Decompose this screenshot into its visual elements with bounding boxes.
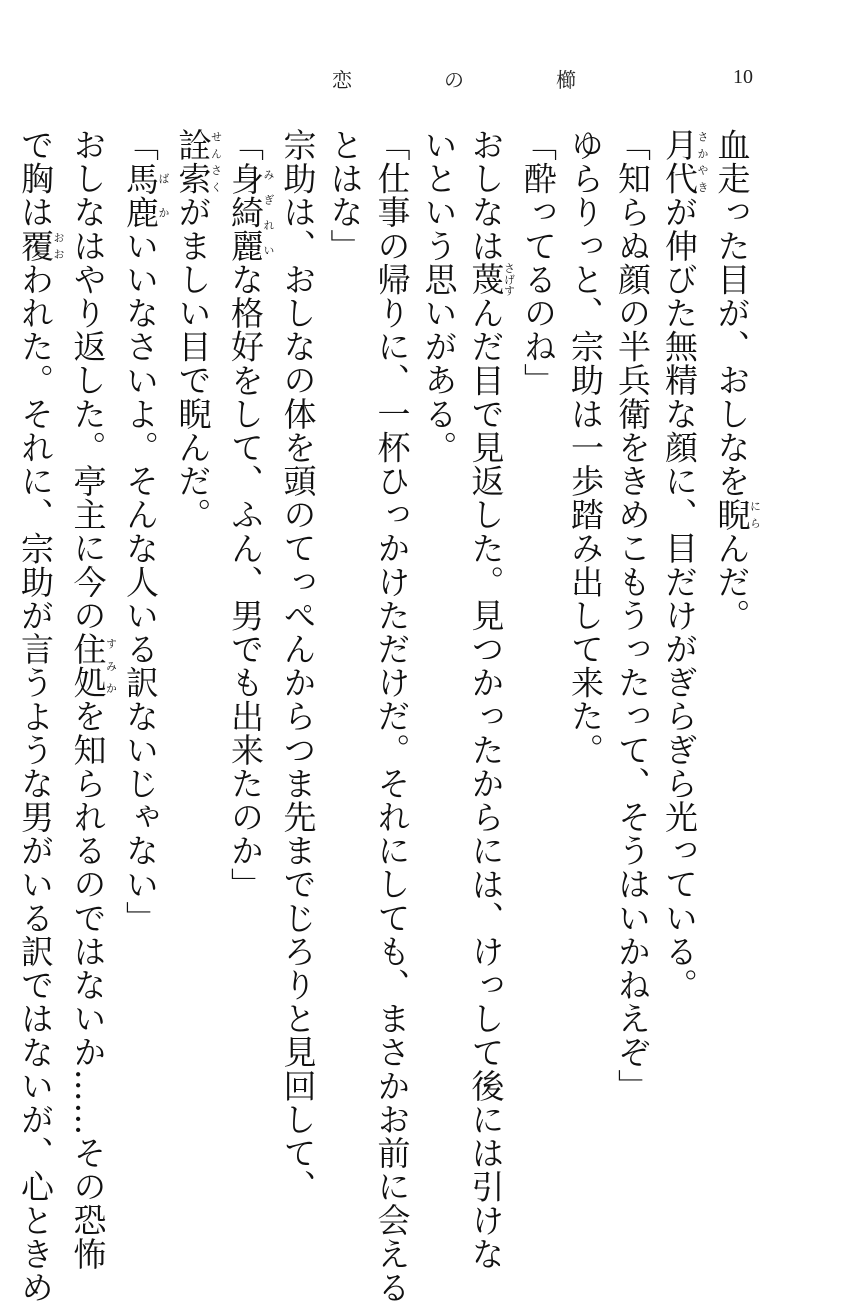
text-segment: とはな」 [325, 128, 365, 263]
ruby-reading: みぎれい [262, 161, 275, 263]
text-segment: が伸びた無精な顔に、目だけがぎらぎら光っている。 [660, 195, 699, 1002]
text-segment: 「 [121, 128, 160, 162]
text-line [562, 128, 609, 1128]
ruby-reading: すみか [104, 632, 118, 700]
text-segment: 「 [226, 128, 265, 162]
text-segment: 宗助は、おしなの体を頭のてっぺんからつま先までじろりと見回して、 [278, 128, 318, 1204]
text-segment: 「仕事の帰りに、一杯ひっかけただけだ。それにしても、まさかお前に会える [372, 128, 412, 1304]
text-line [369, 128, 416, 1304]
ruby-base: 詮索 [173, 128, 213, 196]
ruby-annotation [660, 128, 709, 196]
text-segment: がましい目で睨んだ。 [173, 195, 213, 532]
ruby-annotation [466, 262, 516, 297]
text-segment: んだ目で見返した。見つかったからには、けっして後には引けな [466, 296, 506, 1271]
text-segment: いという思いがある。 [419, 128, 459, 464]
running-title: 恋 の 櫛 [332, 68, 612, 92]
text-segment: んだ。 [712, 531, 752, 633]
ruby-base: 月代 [660, 128, 699, 196]
text-line [515, 128, 562, 1128]
page-number: 10 [733, 66, 753, 88]
text-segment: ゆらりっと、宗助は一歩踏み出して来た。 [566, 128, 605, 767]
body-text [12, 128, 762, 1304]
ruby-reading: せんさく [209, 128, 223, 196]
ruby-base: 睨 [712, 497, 752, 532]
ruby-annotation [68, 632, 118, 700]
text-segment: な格好をして、ふん、男でも出来たのか」 [226, 262, 265, 901]
text-segment: 「酔ってるのね」 [519, 128, 558, 397]
ruby-annotation [16, 228, 65, 263]
ruby-base: 馬鹿 [121, 161, 160, 229]
text-segment: いいなさいよ。そんな人いる訳ないじゃない」 [121, 228, 160, 935]
ruby-reading: にら [748, 497, 762, 532]
ruby-base: 身綺麗 [226, 161, 265, 263]
text-line [656, 128, 709, 1128]
text-line [65, 128, 118, 1271]
text-line [463, 128, 516, 1271]
text-segment: 血走った目が、おしなを [712, 128, 752, 498]
text-line [222, 128, 275, 1128]
text-segment: われた。それに、宗助が言うような男がいる訳ではないが、心ときめ [16, 262, 55, 1304]
text-line [416, 128, 463, 1128]
text-line [12, 128, 65, 1304]
ruby-base: 住処 [68, 632, 108, 700]
ruby-base: 覆 [16, 228, 55, 263]
text-line [322, 128, 369, 1128]
text-line [709, 128, 762, 1128]
text-segment: で胸は [16, 128, 55, 229]
ruby-annotation [173, 128, 223, 196]
ruby-reading: ばか [157, 161, 170, 229]
text-segment: を知られるのではないか……その恐怖 [68, 699, 108, 1271]
text-segment: おしなはやり返した。亭主に今の [68, 128, 108, 632]
ruby-reading: さかやき [696, 128, 709, 196]
text-segment: おしなは [466, 128, 506, 263]
ruby-reading: さげす [502, 262, 516, 296]
text-line [275, 128, 322, 1204]
ruby-annotation [226, 161, 275, 263]
ruby-reading: おお [52, 228, 65, 263]
ruby-base: 蔑 [466, 262, 506, 297]
ruby-annotation [712, 497, 762, 532]
text-line [170, 128, 223, 1128]
text-segment: 「知らぬ顔の半兵衛をきめこもうったって、そうはいかねえぞ」 [613, 128, 652, 1103]
ruby-annotation [121, 161, 170, 229]
text-line [609, 128, 656, 1128]
text-line [117, 128, 170, 1128]
